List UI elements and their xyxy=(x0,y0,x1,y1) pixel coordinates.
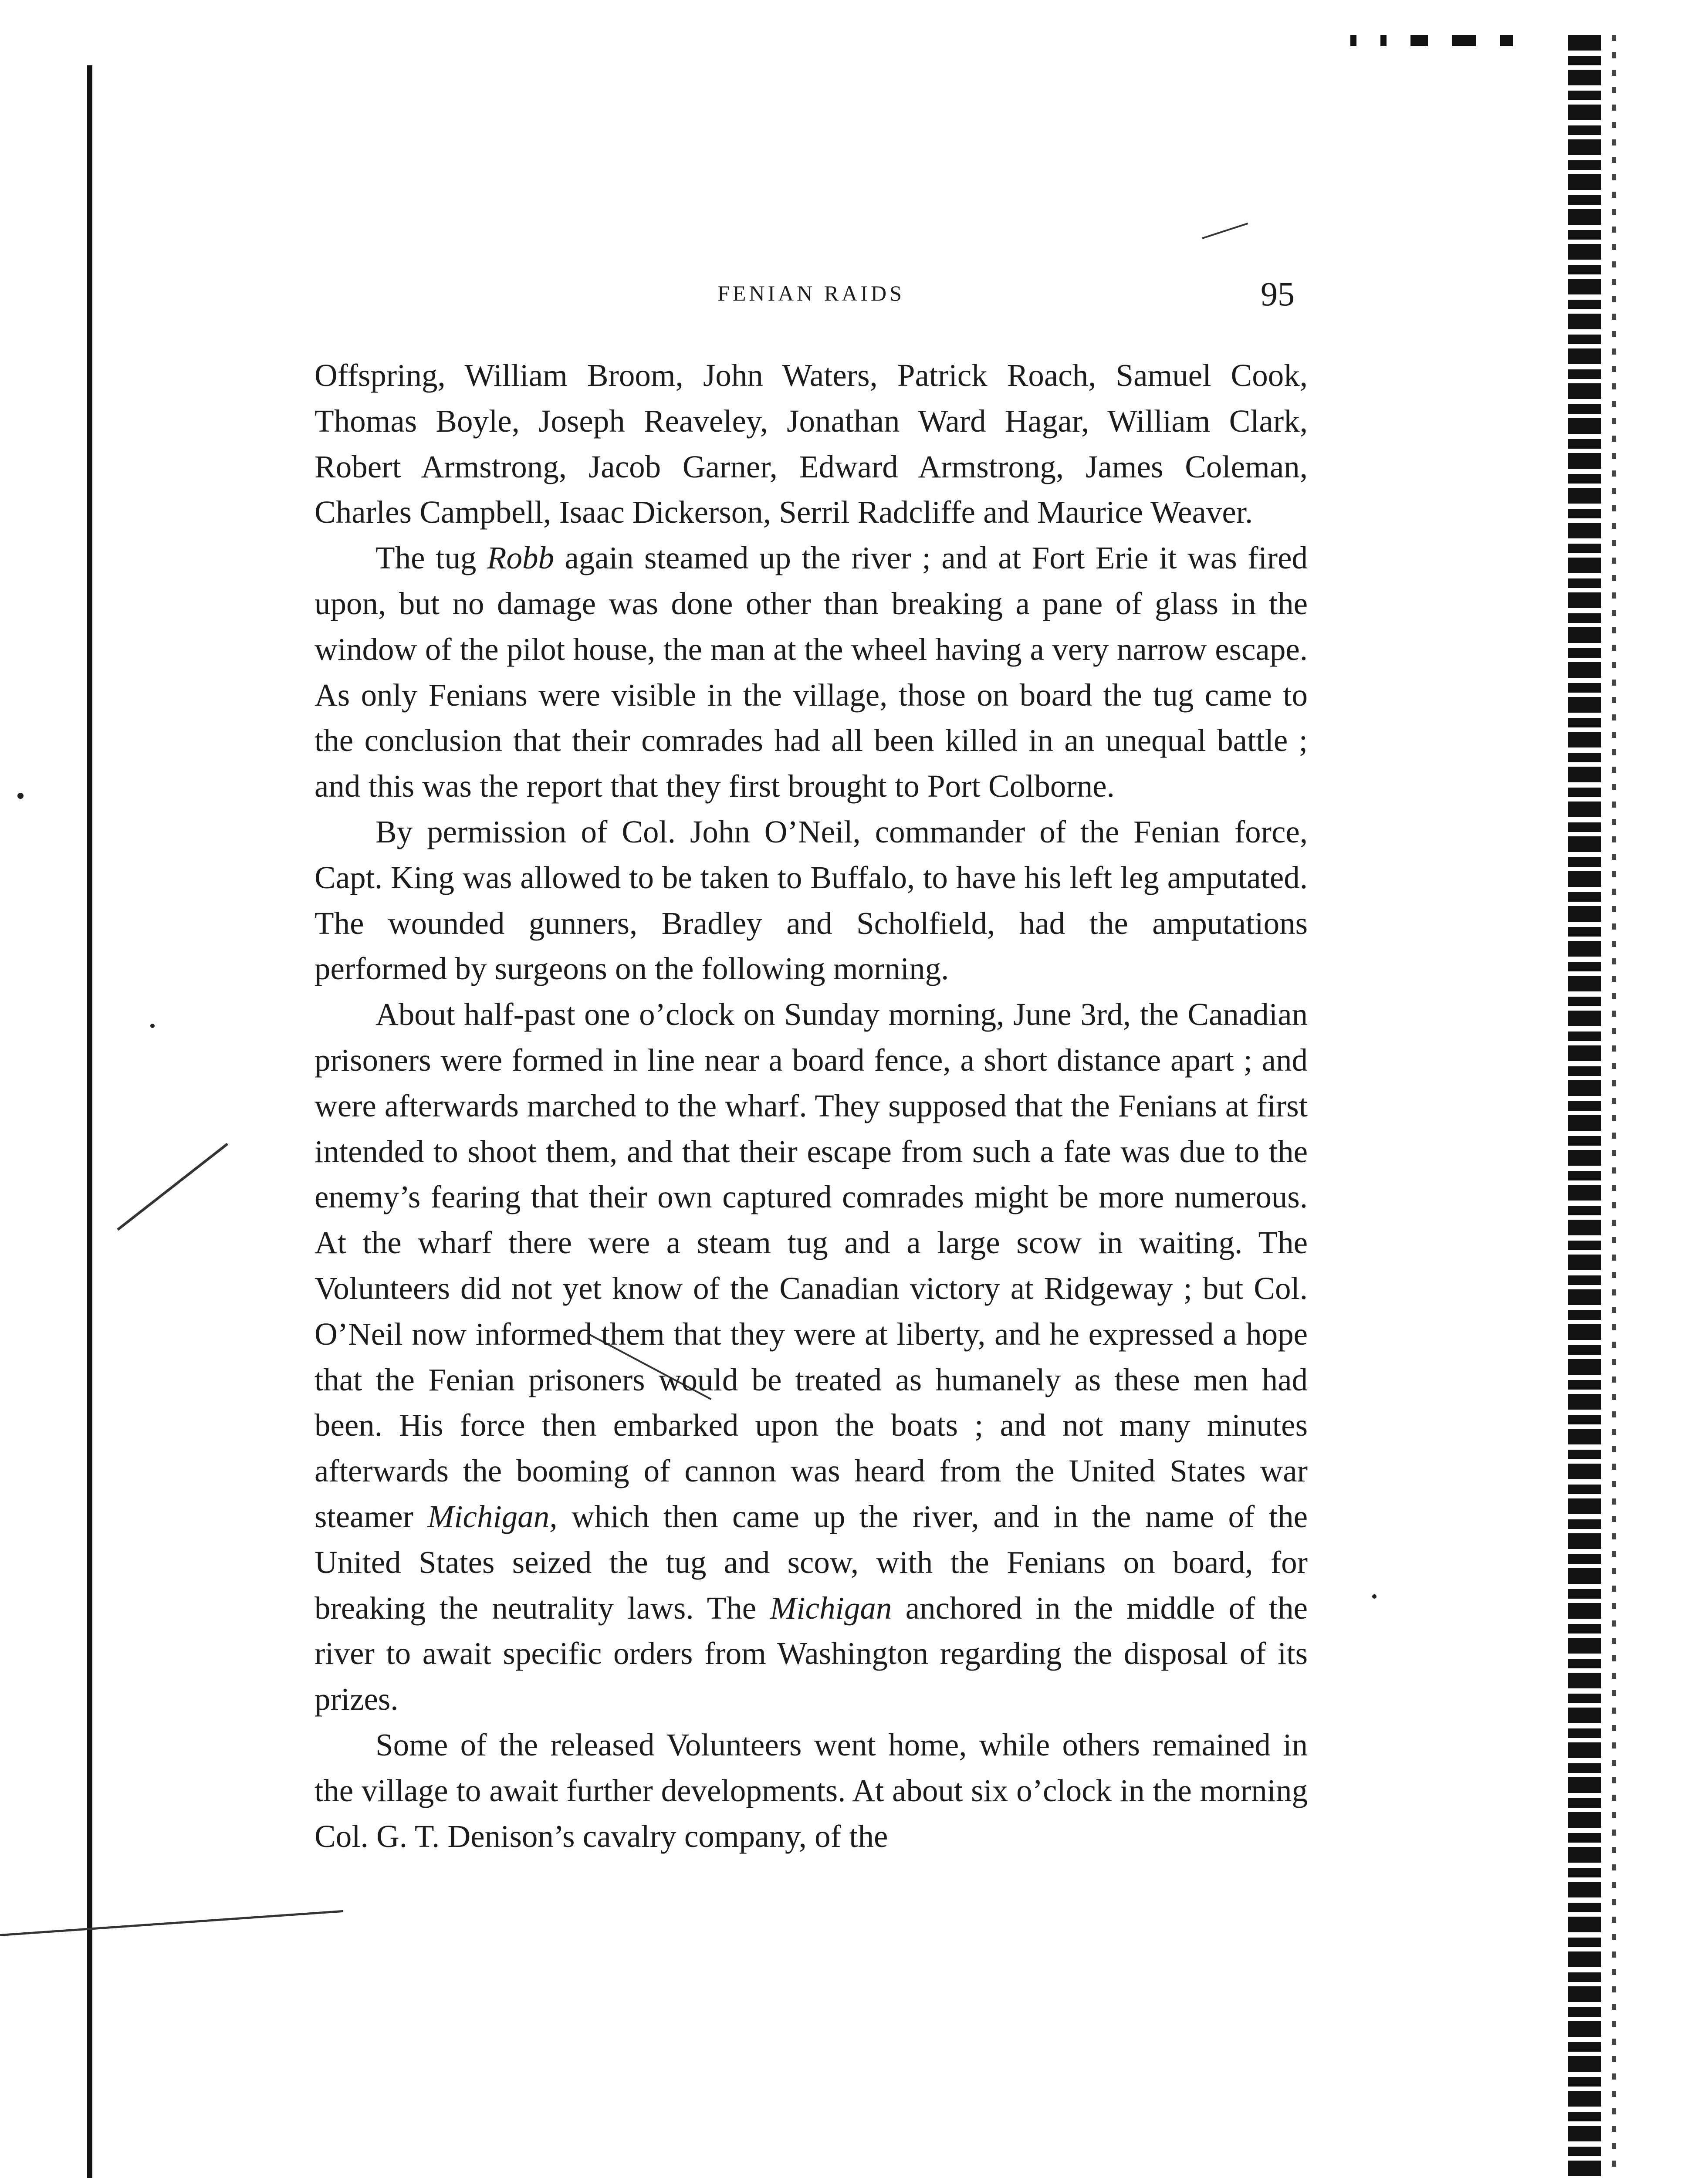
vessel-name: Michigan, xyxy=(427,1498,558,1534)
pen-mark xyxy=(117,1143,228,1231)
scan-edge-thin xyxy=(1612,35,1616,2178)
page-number: 95 xyxy=(1261,275,1295,313)
ink-dot xyxy=(150,1024,155,1028)
paragraph: Some of the released Volunteers went home, while others remained in the village to await further developments. At about six o’clock in the morning Col. G. T. Denison’s cavalry company, of the xyxy=(315,1727,1308,1854)
paragraph: Offspring, William Broom, John Waters, Patrick Roach, Samuel Cook, Thomas Boyle, Joseph Reaveley, Jonathan Ward Hagar, William Clark, Robert Armstrong, Jacob Garner, Edward Armstrong, James Coleman, Charles Campbell, Isaac Dickerson, Serril Radcliffe and Maurice Weaver. xyxy=(315,358,1308,530)
vessel-name: Michigan xyxy=(770,1590,892,1626)
page-header xyxy=(315,274,1308,331)
paragraph: About half-past one o’clock on Sunday morning, June 3rd, the Canadian prisoners were formed in line near a board fence, a short distance apart ; and were afterwards marched to the wharf. They supposed that the Fenians at first intended to shoot them, and that their escape from such a fate was due to the enemy’s fearing that their own captured comrades might be more numerous. At the wharf there were a steam tug and a large scow in waiting. The Volunteers did not yet know of the Canadian victory at Ridgeway ; but Col. O’Neil now informed them that they were at liberty, and he expressed a hope that the Fenian prisoners would be treated as humanely as these men had been. His force then embarked upon the boats ; and not many minutes afterwards the booming of cannon was heard from the United States war steamer Michigan, which then came up the river, and in the name of the United States seized the tug and scow, with the Fenians on board, for breaking the neutrality laws. The Michigan anchored in the middle of the river to await specific orders from Washington regarding the disposal of its prizes. xyxy=(315,997,1308,1717)
vessel-name: Robb xyxy=(487,540,554,576)
binding-line xyxy=(87,65,92,2178)
paragraph: By permission of Col. John O’Neil, commander of the Fenian force, Capt. King was allowed to be taken to Buffalo, to have his left leg amputated. The wounded gunners, Bradley and Scholfield, had the amputations performed by surgeons on the following morning. xyxy=(315,814,1308,987)
pen-mark xyxy=(0,1910,343,1936)
ink-dot xyxy=(17,793,24,799)
pen-mark xyxy=(1202,223,1248,239)
running-head: FENIAN RAIDS xyxy=(717,281,905,305)
ink-dot xyxy=(1372,1594,1377,1599)
body-text xyxy=(315,353,1308,1859)
scan-top-marks xyxy=(1350,35,1513,46)
scan-edge xyxy=(1568,35,1601,2178)
paragraph: The tug Robb again steamed up the river ; and at Fort Erie it was fired upon, but no damage was done other than breaking a pane of glass in the window of the pilot house, the man at the wheel having a very narrow escape. As only Fenians were visible in the village, those on board the tug came to the conclusion that their comrades had all been killed in an unequal battle ; and this was the report that they first brought to Port Colborne. xyxy=(315,540,1308,804)
